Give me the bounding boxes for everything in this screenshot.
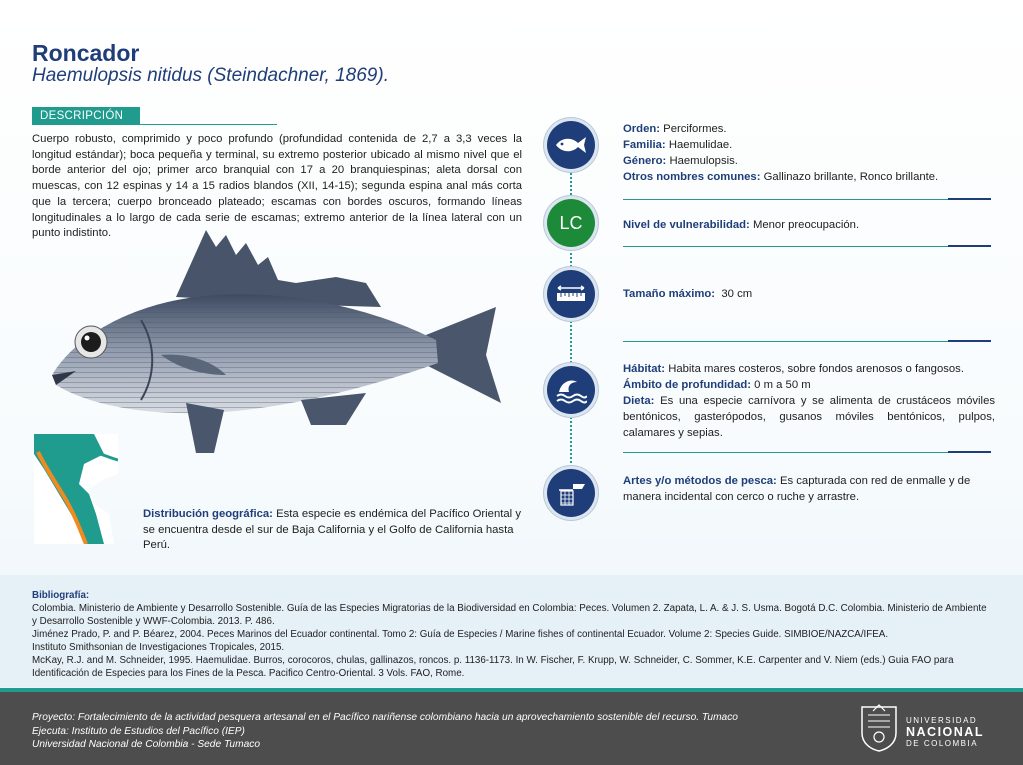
footer-project: Proyecto: Fortalecimiento de la actividad pesquera artesanal en el Pacífico nariñense colombiano hacia un aprovechamiento sostenible del recurso. Tumaco bbox=[32, 712, 738, 723]
divider-accent bbox=[948, 451, 991, 453]
vulnerability-block bbox=[623, 217, 993, 233]
fishing-value: Es capturada con red de enmalle y de manera incidental con cerco o ruche y arrastre. bbox=[623, 475, 971, 503]
description-tag: DESCRIPCIÓN bbox=[32, 107, 140, 125]
vulnerability-value: Menor preocupación. bbox=[752, 219, 860, 231]
vulnerability-lc-badge: LC bbox=[547, 199, 595, 247]
distribution-label: Distribución geográfica: bbox=[143, 508, 273, 520]
family-value: Haemulidae. bbox=[668, 139, 733, 151]
habitat-value: Habita mares costeros, sobre fondos arenosos o fangosos. bbox=[668, 363, 964, 375]
divider bbox=[623, 452, 948, 453]
diet-label: Dieta: bbox=[623, 395, 655, 407]
habitat-block bbox=[623, 361, 995, 441]
footer bbox=[0, 692, 1023, 765]
ruler-icon bbox=[547, 270, 595, 318]
habitat-label: Hábitat: bbox=[623, 363, 666, 375]
fishing-net-icon bbox=[547, 469, 595, 517]
bibliography-entry: Jiménez Prado, P. and P. Béarez, 2004. Peces Marinos del Ecuador continental. Tomo 2: Guía de Especies / Marine fishes of continental Ecuador. Volume 2: Species Guide. SIMBIOE/NAZCA/IFEA. bbox=[32, 629, 889, 640]
description-divider bbox=[32, 124, 277, 125]
order-label: Orden: bbox=[623, 123, 661, 135]
order-value: Perciformes. bbox=[663, 123, 727, 135]
fish-icon bbox=[547, 121, 595, 169]
divider-accent bbox=[948, 198, 991, 200]
university-wordmark bbox=[906, 716, 984, 748]
depth-value: 0 m a 50 m bbox=[754, 379, 811, 391]
fish-illustration bbox=[46, 225, 516, 460]
bibliography-entry: Instituto Smithsonian de Investigaciones Tropicales, 2015. bbox=[32, 642, 285, 653]
bibliography-entry: Colombia. Ministerio de Ambiente y Desarrollo Sostenible. Guía de las Especies Migratorias de la Biodiversidad en Colombia: Peces. Volumen 2. Zapata, L. A. & J. S. Usma. Bogotá D.C. Colombia. Ministerio de Ambiente y Desarrollo Sostenible y WWF-Colombia. 2013. P. 486. bbox=[32, 603, 987, 627]
genus-value: Haemulopsis. bbox=[669, 155, 738, 167]
divider-accent bbox=[948, 245, 991, 247]
distribution-block bbox=[143, 507, 523, 554]
fishing-block bbox=[623, 473, 995, 505]
taxonomy-block bbox=[623, 121, 993, 185]
divider bbox=[623, 199, 948, 200]
genus-label: Género: bbox=[623, 155, 667, 167]
logo-text-bottom: DE COLOMBIA bbox=[906, 739, 979, 748]
distribution-map bbox=[34, 434, 118, 544]
footer-university: Universidad Nacional de Colombia - Sede Tumaco bbox=[32, 739, 261, 750]
divider-accent bbox=[948, 340, 991, 342]
diet-value: Es una especie carnívora y se alimenta de crustáceos móviles bentónicos, gasterópodos, gusanos móviles bentónicos, pulpos, calamares y sepias. bbox=[623, 395, 996, 439]
divider bbox=[623, 341, 948, 342]
vulnerability-label: Nivel de vulnerabilidad: bbox=[623, 219, 750, 231]
common-names-value: Gallinazo brillante, Ronco brillante. bbox=[763, 171, 939, 183]
bibliography-title: Bibliografía: bbox=[32, 590, 90, 601]
species-scientific-name: Haemulopsis nitidus (Steindachner, 1869). bbox=[32, 65, 389, 86]
university-seal-icon bbox=[858, 703, 900, 753]
logo-text-main: NACIONAL bbox=[906, 725, 984, 739]
size-block bbox=[623, 286, 993, 302]
species-common-name: Roncador bbox=[32, 40, 140, 66]
description-text: Cuerpo robusto, comprimido y poco profundo (profundidad contenida de 2,7 a 3,3 veces la longitud estándar); boca pequeña y terminal, su extremo posterior ubicado al mismo nivel que el borde anterior del ojo; primer arco branquial con 17 a 20 branquiespinas; aleta dorsal con muescas, con 12 espinas y 14 a 15 radios blandos (XII, 14-15); segunda espina anal más corta que la tercera; cuerpo bronceado plateado; escamas con bordes oscuros, formando líneas longitudinales a lo largo de cada serie de escamas; extremo anterior de la línea lateral con un punto indistinto. bbox=[32, 133, 522, 240]
fishing-label: Artes y/o métodos de pesca: bbox=[623, 475, 777, 487]
common-names-label: Otros nombres comunes: bbox=[623, 171, 761, 183]
footer-executor: Ejecuta: Instituto de Estudios del Pacífico (IEP) bbox=[32, 725, 245, 737]
size-value: 30 cm bbox=[721, 288, 753, 300]
wave-habitat-icon bbox=[547, 366, 595, 414]
size-label: Tamaño máximo: bbox=[623, 288, 716, 300]
divider bbox=[623, 246, 948, 247]
family-label: Familia: bbox=[623, 139, 666, 151]
bibliography-entry: McKay, R.J. and M. Schneider, 1995. Haemulidae. Burros, corocoros, chulas, gallinazos, roncos. p. 1136-1173. In W. Fischer, F. Krupp, W. Schneider, C. Sommer, K.E. Carpenter and V. Niem (eds.) Guia FAO para Identificación de Especies para los Fines de la Pesca. Pacifico Centro-Oriental. 3 Vols. FAO, Rome. bbox=[32, 655, 954, 679]
logo-text-top: UNIVERSIDAD bbox=[906, 716, 978, 725]
depth-label: Ámbito de profundidad: bbox=[623, 379, 752, 391]
bibliography-panel bbox=[0, 575, 1023, 687]
distribution-text: Esta especie es endémica del Pacífico Oriental y se encuentra desde el sur de Baja California y el Golfo de California hasta Perú. bbox=[143, 508, 521, 552]
